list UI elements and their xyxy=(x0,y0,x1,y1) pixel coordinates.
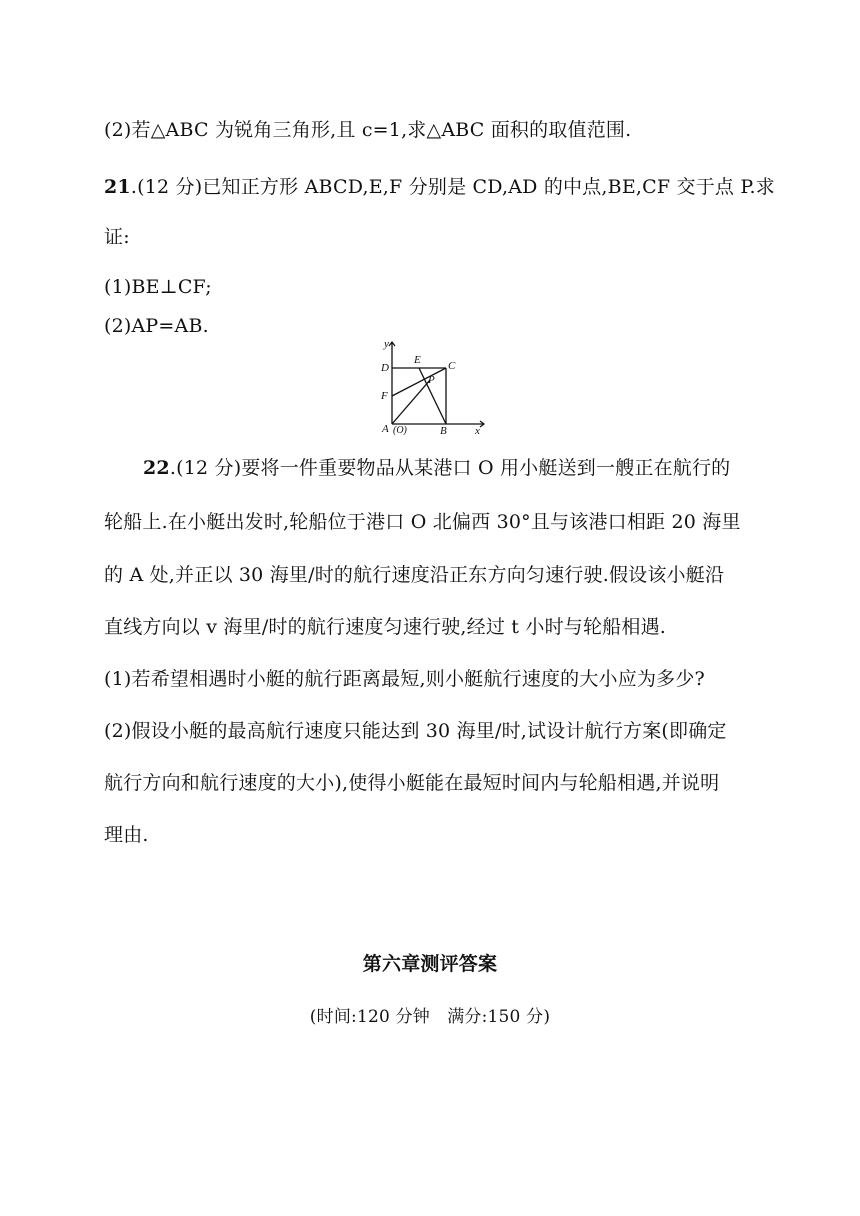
question-22-stem-line-3: 的 A 处,并正以 30 海里/时的航行速度沿正东方向匀速行驶.假设该小艇沿 xyxy=(104,564,725,586)
question-22-stem-line-4: 直线方向以 v 海里/时的航行速度匀速行驶,经过 t 小时与轮船相遇. xyxy=(104,616,667,638)
question-22-part-2-line-3: 理由. xyxy=(104,824,149,846)
label-y: y xyxy=(384,338,389,350)
question-22-text: .(12 分)要将一件重要物品从某港口 O 用小艇送到一艘正在航行的 xyxy=(169,457,731,479)
question-21-text: .(12 分)已知正方形 ABCD,E,F 分别是 CD,AD 的中点,BE,CF 交于点 P.求 xyxy=(130,176,775,198)
label-c: C xyxy=(448,360,456,372)
question-22-number: 22 xyxy=(143,457,170,479)
question-22-stem-line-2: 轮船上.在小艇出发时,轮船位于港口 O 北偏西 30°且与该港口相距 20 海里 xyxy=(104,511,741,533)
question-21-stem-continued: 证: xyxy=(104,226,130,248)
question-22-part-2-line-2: 航行方向和航行速度的大小),使得小艇能在最短时间内与轮船相遇,并说明 xyxy=(104,772,720,794)
question-22-part-1: (1)若希望相遇时小艇的航行距离最短,则小艇航行速度的大小应为多少? xyxy=(104,668,705,690)
label-b: B xyxy=(440,425,447,437)
question-21-part-1: (1)BE⊥CF; xyxy=(104,276,212,298)
question-21-number: 21 xyxy=(104,176,131,198)
label-a: A xyxy=(382,423,389,435)
answer-section-title: 第六章测评答案 xyxy=(362,953,498,975)
label-x: x xyxy=(475,425,480,437)
answer-section-subtitle: (时间:120 分钟 满分:150 分) xyxy=(309,1007,551,1027)
label-p: P xyxy=(428,374,435,386)
question-21-part-2: (2)AP=AB. xyxy=(104,315,209,337)
question-22-part-2-line-1: (2)假设小艇的最高航行速度只能达到 30 海里/时,试设计航行方案(即确定 xyxy=(104,720,727,742)
label-f: F xyxy=(381,390,388,402)
label-e: E xyxy=(414,354,421,366)
question-22-stem xyxy=(143,453,730,483)
label-o: (O) xyxy=(393,425,407,436)
label-d: D xyxy=(381,362,389,374)
question-20-part-2: (2)若△ABC 为锐角三角形,且 c=1,求△ABC 面积的取值范围. xyxy=(104,119,632,141)
square-figure xyxy=(368,338,493,443)
question-21-stem xyxy=(104,172,775,202)
